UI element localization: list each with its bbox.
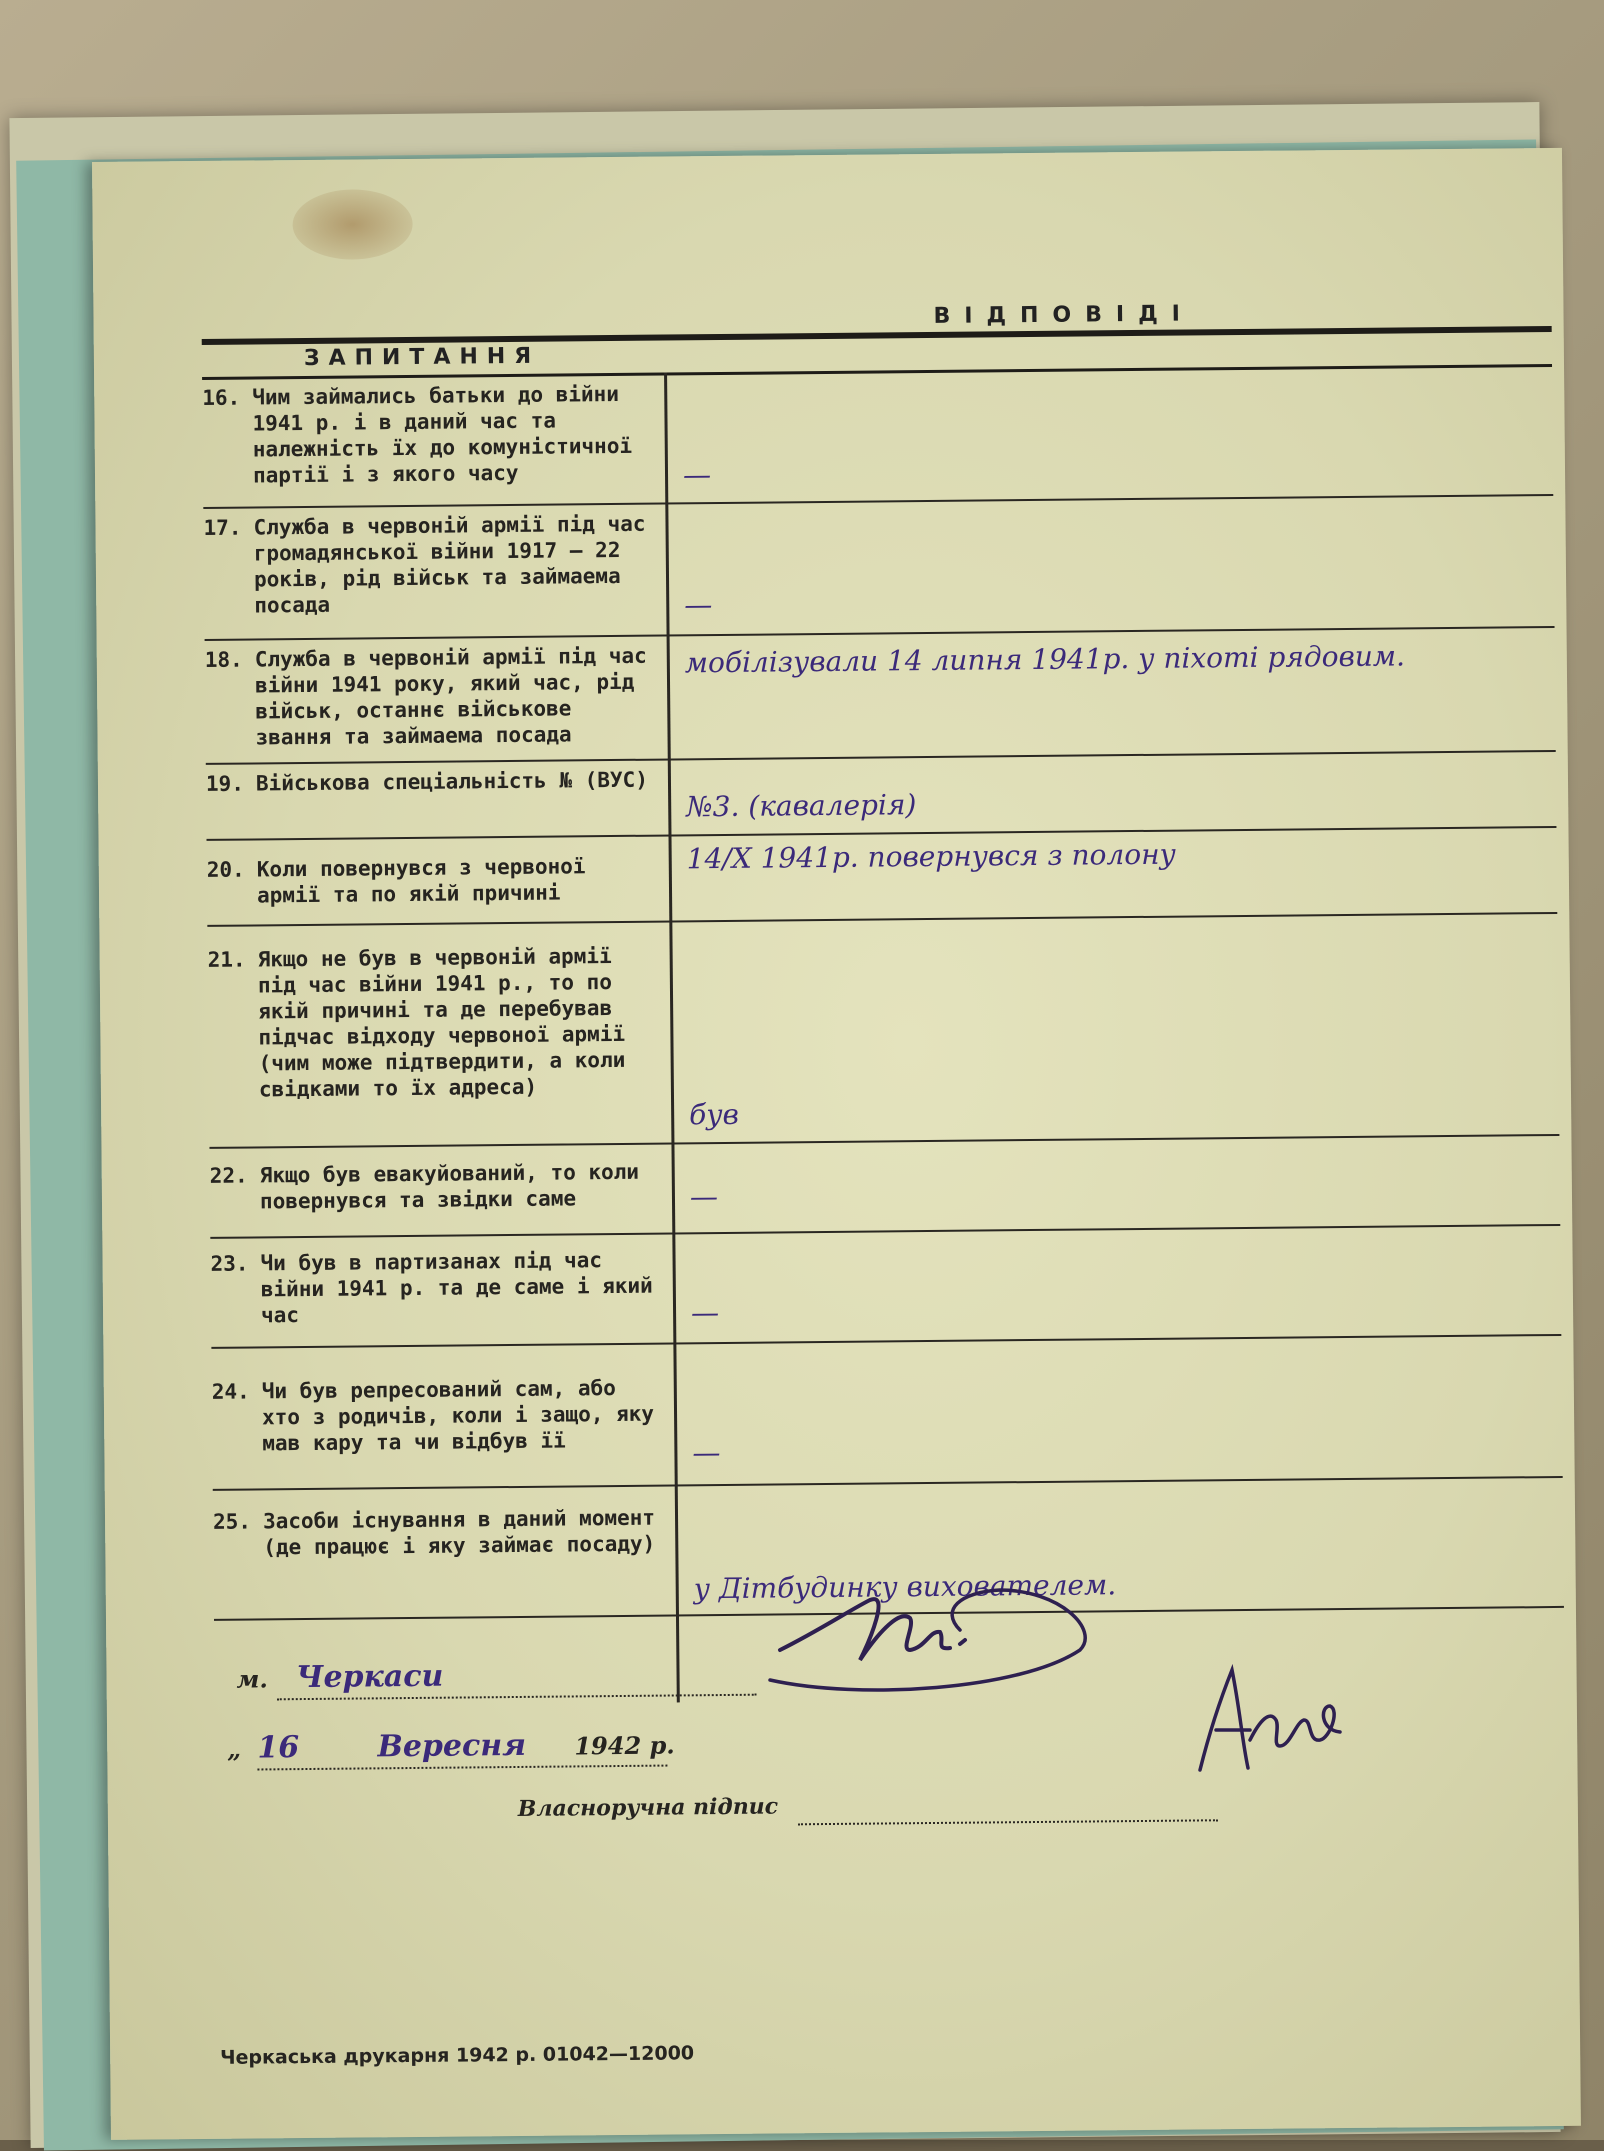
- answer: №3. (кавалерія): [686, 788, 917, 824]
- table-row: [203, 496, 1554, 641]
- official-signature: [1180, 1650, 1360, 1790]
- table-row: [210, 1226, 1561, 1349]
- question-text: Чи був в партизанах під час війни 1941 р. та де саме і який час: [260, 1248, 653, 1328]
- question-text: Засоби існування в даний момент (де працює і яку займає посаду): [262, 1505, 656, 1560]
- question-text: Служба в червоній армії під час громадянської війни 1917 — 22 років, рід військ та займаема посада: [253, 511, 646, 618]
- date-year: 1942 р.: [574, 1730, 675, 1761]
- question-number: 16.: [202, 385, 241, 410]
- table-row: [205, 628, 1556, 765]
- stain-mark: [292, 189, 413, 260]
- date-dotted-line: [257, 1765, 667, 1771]
- answer: був: [689, 1097, 739, 1132]
- question: [208, 943, 664, 1103]
- question-number: 20.: [206, 857, 245, 882]
- question: [212, 1375, 668, 1457]
- question-text: Коли повернувся з червоної армії та по якій причині: [256, 854, 586, 908]
- form-sheet: [92, 148, 1581, 2140]
- question-number: 22.: [209, 1163, 248, 1188]
- answers-heading: ВІДПОВІДІ: [933, 301, 1195, 329]
- question-text: Якщо не був в червоній армії під час війни 1941 р., то по якій причині та де перебував підчас відходу червоної армії (чим може підтвердити, а коли свідками то їх адреса): [257, 944, 626, 1102]
- question-number: 24.: [211, 1379, 250, 1404]
- questions-heading: ЗАПИТАННЯ: [303, 343, 541, 371]
- table-row: [206, 752, 1557, 841]
- answer: —: [682, 458, 712, 492]
- city-name: Черкаси: [295, 1658, 444, 1696]
- city-prefix: м.: [236, 1664, 268, 1694]
- question: [203, 511, 659, 619]
- question: [213, 1505, 668, 1561]
- question-text: Військова спеціальність № (ВУС): [255, 767, 649, 796]
- question-number: 21.: [207, 947, 246, 972]
- city-dotted-line: [277, 1694, 757, 1701]
- table-row: [207, 828, 1558, 927]
- table-row: [211, 1336, 1562, 1491]
- date-month: Вересня: [377, 1727, 527, 1765]
- answer: —: [684, 588, 713, 622]
- table-row: [202, 366, 1553, 509]
- table-row: [207, 914, 1559, 1149]
- answer: у Дітбудинку вихователем.: [693, 1568, 1117, 1606]
- date-open-quote: „: [227, 1734, 242, 1764]
- question-number: 17.: [203, 515, 242, 540]
- answer: —: [692, 1436, 721, 1470]
- city-line: [236, 1659, 443, 1696]
- question-text: Чи був репресований сам, або хто з родичів, коли і защо, яку мав кару та чи відбув її: [261, 1376, 655, 1456]
- applicant-signature: [760, 1570, 1100, 1710]
- question-text: Чим займались батьки до війни 1941 р. і в даний час та належність їх до комуністичної партії і з якого часу: [252, 381, 633, 488]
- date-day: 16: [257, 1730, 300, 1766]
- question-number: 23.: [210, 1251, 249, 1276]
- question: [206, 767, 661, 797]
- signature-label: Власноручна підпис: [517, 1793, 779, 1822]
- question: [210, 1159, 665, 1215]
- question: [210, 1247, 666, 1329]
- printer-imprint: Черкаська друкарня 1942 р. 01042—12000: [220, 2042, 695, 2069]
- question: [207, 853, 662, 909]
- question-number: 19.: [205, 771, 245, 796]
- answer: —: [690, 1296, 720, 1330]
- answer: —: [689, 1180, 719, 1214]
- question-text: Служба в червоній армії під час війни 1941 року, який час, рід військ, останнє військове звання та займаема посада: [254, 643, 647, 750]
- header-rule: [202, 326, 1552, 345]
- table-row: [209, 1136, 1560, 1239]
- question-text: Якщо був евакуйований, то коли повернувся та звідки саме: [259, 1159, 640, 1214]
- answer: 14/X 1941р. повернувся з полону: [686, 837, 1176, 876]
- question: [202, 381, 658, 489]
- answer: мобілізували 14 липня 1941р. у піхоті рядовим.: [684, 639, 1406, 680]
- question-number: 18.: [204, 647, 243, 672]
- date-line: [227, 1726, 675, 1765]
- signature-dotted-line: [798, 1819, 1218, 1825]
- question: [205, 643, 661, 751]
- question-number: 25.: [212, 1509, 252, 1534]
